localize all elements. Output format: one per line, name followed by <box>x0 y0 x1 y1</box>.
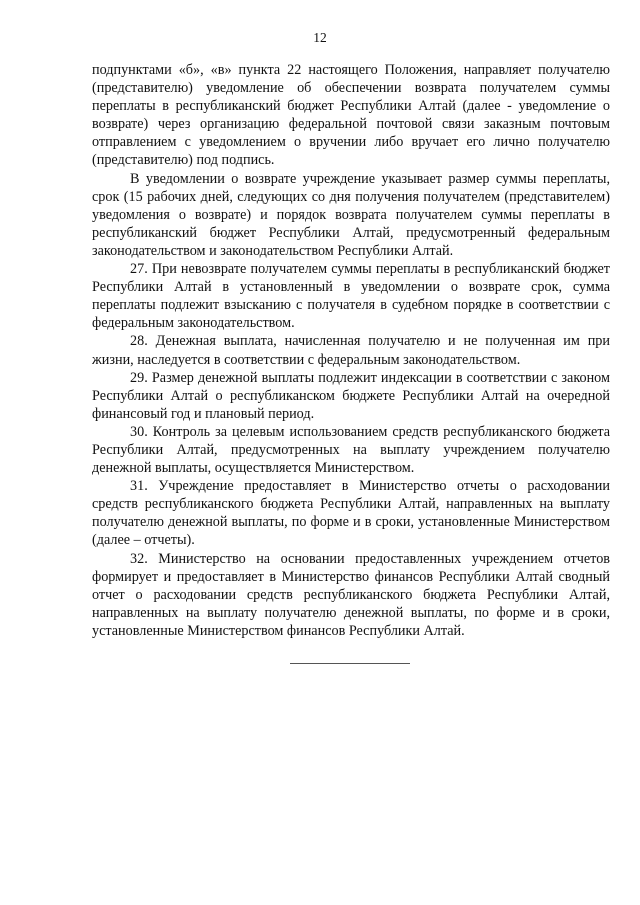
paragraph-28: 28. Денежная выплата, начисленная получателю и не полученная им при жизни, наследуется в соответствии с федеральным законодательством. <box>92 333 610 368</box>
paragraph-27: 27. При невозврате получателем суммы переплаты в республиканский бюджет Республики Алтай в установленный в уведомлении о возврате срок, сумма переплаты подлежит взысканию с получателя в судебном порядке в соответствии с федеральным законодательством. <box>92 261 610 332</box>
end-of-document-rule <box>290 663 410 664</box>
paragraph-30: 30. Контроль за целевым использованием средств республиканского бюджета Республики Алтай, предусмотренных на выплату учреждением получателю денежной выплаты, осуществляется Министерством. <box>92 423 610 477</box>
document-body <box>92 61 610 640</box>
paragraph-31: 31. Учреждение предоставляет в Министерство отчеты о расходовании средств республиканского бюджета Республики Алтай, направленных на выплату получателю денежной выплаты, по форме и в сроки, установленные Министерством (далее – отчеты). <box>92 478 610 549</box>
paragraph-29: 29. Размер денежной выплаты подлежит индексации в соответствии с законом Республики Алтай о республиканском бюджете Республики Алтай на очередной финансовый год и плановый период. <box>92 369 610 422</box>
paragraph-return-notice: В уведомлении о возврате учреждение указывает размер суммы переплаты, срок (15 рабочих дней, следующих со дня получения получателем (представителем) уведомления о возврате) и порядок возврата получателем суммы переплаты в республиканский бюджет Республики Алтай, предусмотренный федеральным законодательством и законодательством Республики Алтай. <box>92 170 610 259</box>
page-number: 12 <box>313 30 327 45</box>
paragraph-continuation: подпунктами «б», «в» пункта 22 настоящего Положения, направляет получателю (представителю) уведомление об обеспечении возврата получателем суммы переплаты в республиканский бюджет Республики Алтай (далее - уведомление о возврате) через организацию федеральной почтовой связи заказным почтовым отправлением с уведомлением о вручении либо вручает его лично получателю (представителю) под подпись. <box>92 62 610 169</box>
paragraph-32: 32. Министерство на основании предоставленных учреждением отчетов формирует и предоставляет в Министерство финансов Республики Алтай сводный отчет о расходовании средств республиканского бюджета Республики Алтай, направленных на выплату получателю денежной выплаты, по форме и в сроки, установленные Министерством финансов Республики Алтай. <box>92 550 610 639</box>
